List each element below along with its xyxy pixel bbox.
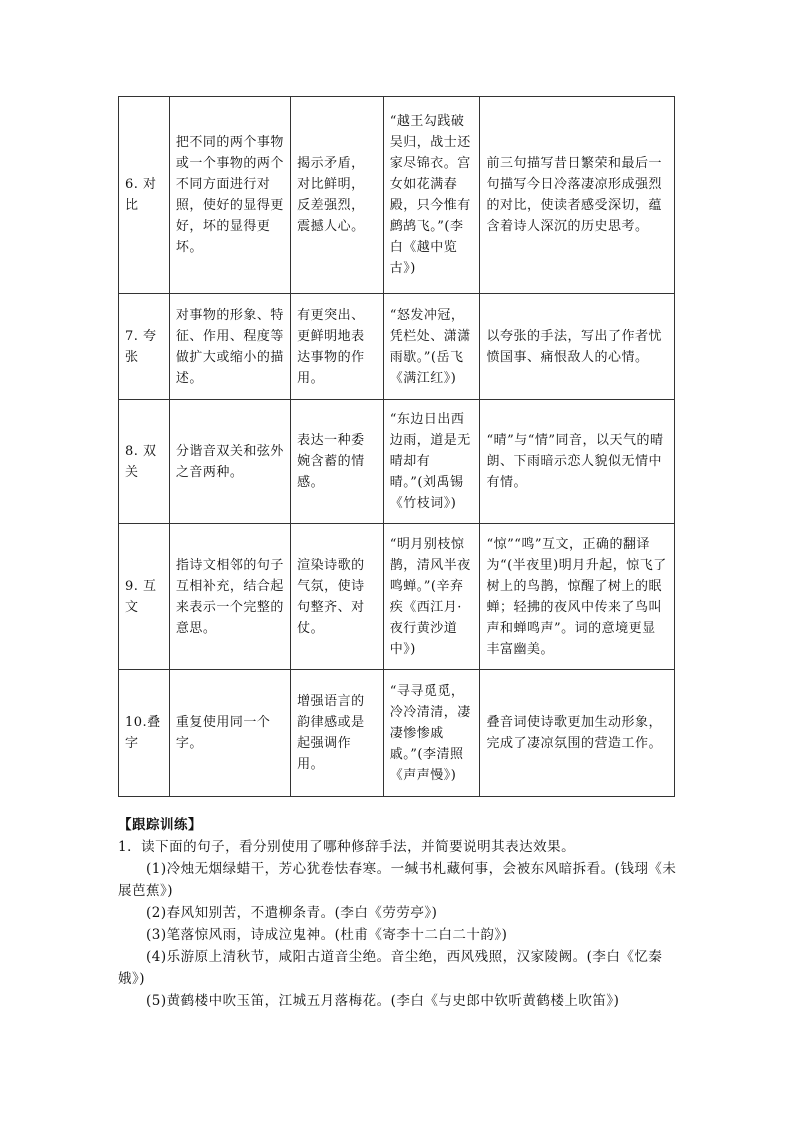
device-example: “东边日出西边雨，道是无晴却有晴。”(刘禹锡《竹枝词》) — [383, 400, 480, 524]
device-analysis: “惊”“鸣”互文，正确的翻译为“(半夜里)明月升起，惊飞了树上的鸟鹊，惊醒了树上的眠蝉；轻拂的夜风中传来了鸟叫声和蝉鸣声”。词的意境更显丰富幽美。 — [480, 524, 675, 670]
device-name: 9. 互文 — [119, 524, 170, 670]
question-item: (5)黄鹤楼中吹玉笛，江城五月落梅花。(李白《与史郎中钦听黄鹤楼上吹笛》) — [146, 993, 620, 1009]
device-analysis: 以夸张的手法，写出了作者忧愤国事、痛恨敌人的心情。 — [480, 294, 675, 400]
device-effect: 揭示矛盾，对比鲜明，反差强烈，震撼人心。 — [291, 97, 384, 294]
device-definition: 对事物的形象、特征、作用、程度等做扩大或缩小的描述。 — [169, 294, 290, 400]
device-effect: 表达一种委婉含蓄的情感。 — [291, 400, 384, 524]
device-effect: 增强语言的韵律感或是起强调作用。 — [291, 670, 384, 797]
rhetoric-table — [118, 96, 675, 797]
table-row — [119, 524, 675, 670]
device-example: “越王勾践破吴归，战士还家尽锦衣。宫女如花满春殿，只今惟有鹧鸪飞。”(李白《越中览古》) — [383, 97, 480, 294]
question-item: (3)笔落惊风雨，诗成泣鬼神。(杜甫《寄李十二白二十韵》) — [146, 927, 508, 943]
table-row — [119, 670, 675, 797]
device-analysis: 前三句描写昔日繁荣和最后一句描写今日冷落凄凉形成强烈的对比，使读者感受深切，蕴含着诗人深沉的历史思考。 — [480, 97, 675, 294]
device-definition: 把不同的两个事物或一个事物的两个不同方面进行对照，使好的显得更好，坏的显得更坏。 — [169, 97, 290, 294]
device-definition: 重复使用同一个字。 — [169, 670, 290, 797]
device-definition: 分谐音双关和弦外之音两种。 — [169, 400, 290, 524]
table-row — [119, 97, 675, 294]
device-effect: 有更突出、更鲜明地表达事物的作用。 — [291, 294, 384, 400]
device-name: 10.叠字 — [119, 670, 170, 797]
question-instruction: 1．读下面的句子，看分别使用了哪种修辞手法，并简要说明其表达效果。 — [118, 839, 576, 855]
device-name: 8. 双关 — [119, 400, 170, 524]
device-example: “明月别枝惊鹊，清风半夜鸣蝉。”(辛弃疾《西江月·夜行黄沙道中》) — [383, 524, 480, 670]
device-name: 6. 对比 — [119, 97, 170, 294]
device-effect: 渲染诗歌的气氛，使诗句整齐、对仗。 — [291, 524, 384, 670]
section-heading: 【跟踪训练】 — [118, 817, 202, 833]
practice-section — [118, 814, 678, 1012]
question-item: (1)冷烛无烟绿蜡干，芳心犹卷怯春寒。一缄书札藏何事，会被东风暗拆看。(钱珝《未展芭蕉》) — [118, 861, 677, 899]
device-analysis: “晴”与“情”同音，以天气的晴朗、下雨暗示恋人貌似无情中有情。 — [480, 400, 675, 524]
device-example: “怒发冲冠，凭栏处、潇潇雨歇。”(岳飞《满江红》) — [383, 294, 480, 400]
table-row — [119, 294, 675, 400]
device-name: 7. 夸张 — [119, 294, 170, 400]
device-definition: 指诗文相邻的句子互相补充，结合起来表示一个完整的意思。 — [169, 524, 290, 670]
device-example: “寻寻觅觅，冷冷清清，凄凄惨惨戚戚。”(李清照《声声慢》) — [383, 670, 480, 797]
question-item: (4)乐游原上清秋节，咸阳古道音尘绝。音尘绝，西风残照，汉家陵阙。(李白《忆秦娥》) — [118, 949, 663, 987]
device-analysis: 叠音词使诗歌更加生动形象，完成了凄凉氛围的营造工作。 — [480, 670, 675, 797]
table-row — [119, 400, 675, 524]
question-item: (2)春风知别苦，不遣柳条青。(李白《劳劳亭》) — [146, 905, 438, 921]
